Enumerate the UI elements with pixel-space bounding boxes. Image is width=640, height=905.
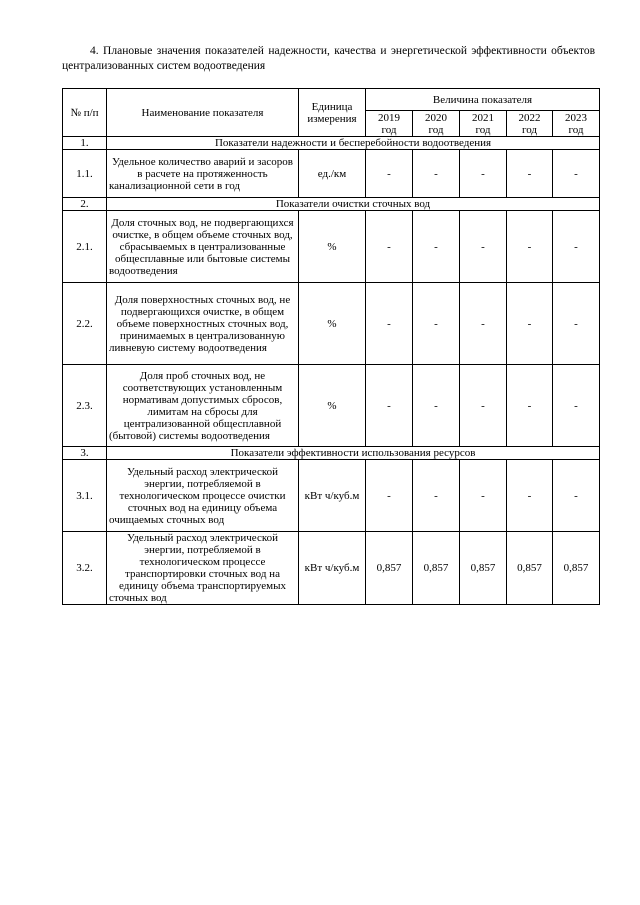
- indicator-row: [63, 532, 600, 605]
- indicator-value: -: [507, 460, 553, 532]
- indicator-value: -: [553, 211, 600, 283]
- indicator-number: 1.1.: [63, 150, 107, 198]
- indicator-unit: кВт ч/куб.м: [299, 460, 366, 532]
- indicator-number: 3.1.: [63, 460, 107, 532]
- indicator-name: Удельное количество аварий и засоров в расчете на протяженность канализационной сети в год: [107, 150, 299, 198]
- indicator-value: -: [460, 150, 507, 198]
- indicator-name: Доля проб сточных вод, не соответствующих установленным нормативам допустимых сбросов, лимитам на сбросы для централизованной общесплавной (бытовой) системы водоотведения: [107, 365, 299, 447]
- header-year: [366, 111, 413, 137]
- header-unit-text: Единица измерения: [307, 100, 357, 125]
- indicator-value: -: [460, 283, 507, 365]
- header-year-number: 2020: [425, 111, 447, 124]
- indicator-value: -: [413, 365, 460, 447]
- section-row: [63, 447, 600, 460]
- indicator-name: Удельный расход электрической энергии, потребляемой в технологическом процессе очистки сточных вод на единицу объема очищаемых сточных вод: [107, 460, 299, 532]
- indicator-value: 0,857: [553, 532, 600, 605]
- indicator-row: [63, 283, 600, 365]
- section-number: 2.: [63, 198, 107, 211]
- indicators-table: [62, 88, 600, 605]
- section-row: [63, 198, 600, 211]
- indicator-number: 2.1.: [63, 211, 107, 283]
- indicator-row: [63, 365, 600, 447]
- header-num: № п/п: [63, 89, 107, 137]
- indicator-row: [63, 460, 600, 532]
- header-year-number: 2021: [472, 111, 494, 124]
- indicator-unit: %: [299, 365, 366, 447]
- indicator-value: -: [413, 460, 460, 532]
- indicator-number: 3.2.: [63, 532, 107, 605]
- header-year-word: год: [568, 123, 584, 136]
- indicator-name: Удельный расход электрической энергии, потребляемой в технологическом процессе транспортировки сточных вод на единицу объема транспортируемых сточных вод: [107, 532, 299, 605]
- indicator-value: 0,857: [413, 532, 460, 605]
- indicator-value: -: [413, 150, 460, 198]
- indicator-unit: ед./км: [299, 150, 366, 198]
- indicator-row: [63, 150, 600, 198]
- indicator-name: Доля поверхностных сточных вод, не подвергающихся очистке, в общем объеме поверхностных сточных вод, принимаемых в централизованную ливневую систему водоотведения: [107, 283, 299, 365]
- indicator-value: -: [553, 283, 600, 365]
- indicator-value: -: [507, 365, 553, 447]
- section-title: Показатели надежности и бесперебойности водоотведения: [107, 137, 600, 150]
- indicator-value: -: [507, 211, 553, 283]
- header-year: [413, 111, 460, 137]
- indicator-number: 2.3.: [63, 365, 107, 447]
- indicator-value: -: [553, 365, 600, 447]
- header-year-word: год: [521, 123, 538, 136]
- indicator-value: -: [413, 211, 460, 283]
- indicator-value: 0,857: [460, 532, 507, 605]
- indicator-value: -: [553, 150, 600, 198]
- indicator-value: -: [460, 211, 507, 283]
- header-year-word: год: [428, 123, 444, 136]
- indicator-value: -: [507, 150, 553, 198]
- header-year-number: 2023: [565, 111, 588, 124]
- section-row: [63, 137, 600, 150]
- header-name: Наименование показателя: [107, 89, 299, 137]
- indicator-value: -: [507, 283, 553, 365]
- section-title: Показатели эффективности использования ресурсов: [107, 447, 600, 460]
- header-unit: [299, 89, 366, 137]
- section-number: 1.: [63, 137, 107, 150]
- indicator-value: -: [366, 365, 413, 447]
- indicator-unit: %: [299, 283, 366, 365]
- header-year: [553, 111, 600, 137]
- indicator-value: -: [366, 283, 413, 365]
- indicator-unit: кВт ч/куб.м: [299, 532, 366, 605]
- header-year-number: 2019: [378, 111, 400, 124]
- header-year: [460, 111, 507, 137]
- header-year-word: год: [381, 123, 397, 136]
- indicator-value: -: [366, 211, 413, 283]
- indicator-row: [63, 211, 600, 283]
- indicator-value: -: [553, 460, 600, 532]
- indicator-name: Доля сточных вод, не подвергающихся очистке, в общем объеме сточных вод, сбрасываемых в централизованные общесплавные или бытовые системы водоотведения: [107, 211, 299, 283]
- indicator-value: -: [460, 460, 507, 532]
- header-year-number: 2022: [518, 111, 541, 124]
- header-value: Величина показателя: [366, 89, 600, 111]
- document-heading: 4. Плановые значения показателей надежности, качества и энергетической эффективности объектов централизованных систем водоотведения: [62, 45, 595, 72]
- indicator-number: 2.2.: [63, 283, 107, 365]
- indicator-unit: %: [299, 211, 366, 283]
- indicator-value: -: [366, 460, 413, 532]
- section-title: Показатели очистки сточных вод: [107, 198, 600, 211]
- indicator-value: -: [460, 365, 507, 447]
- indicator-value: 0,857: [366, 532, 413, 605]
- section-number: 3.: [63, 447, 107, 460]
- header-year-word: год: [475, 123, 491, 136]
- indicator-value: -: [413, 283, 460, 365]
- indicator-value: -: [366, 150, 413, 198]
- header-year: [507, 111, 553, 137]
- indicator-value: 0,857: [507, 532, 553, 605]
